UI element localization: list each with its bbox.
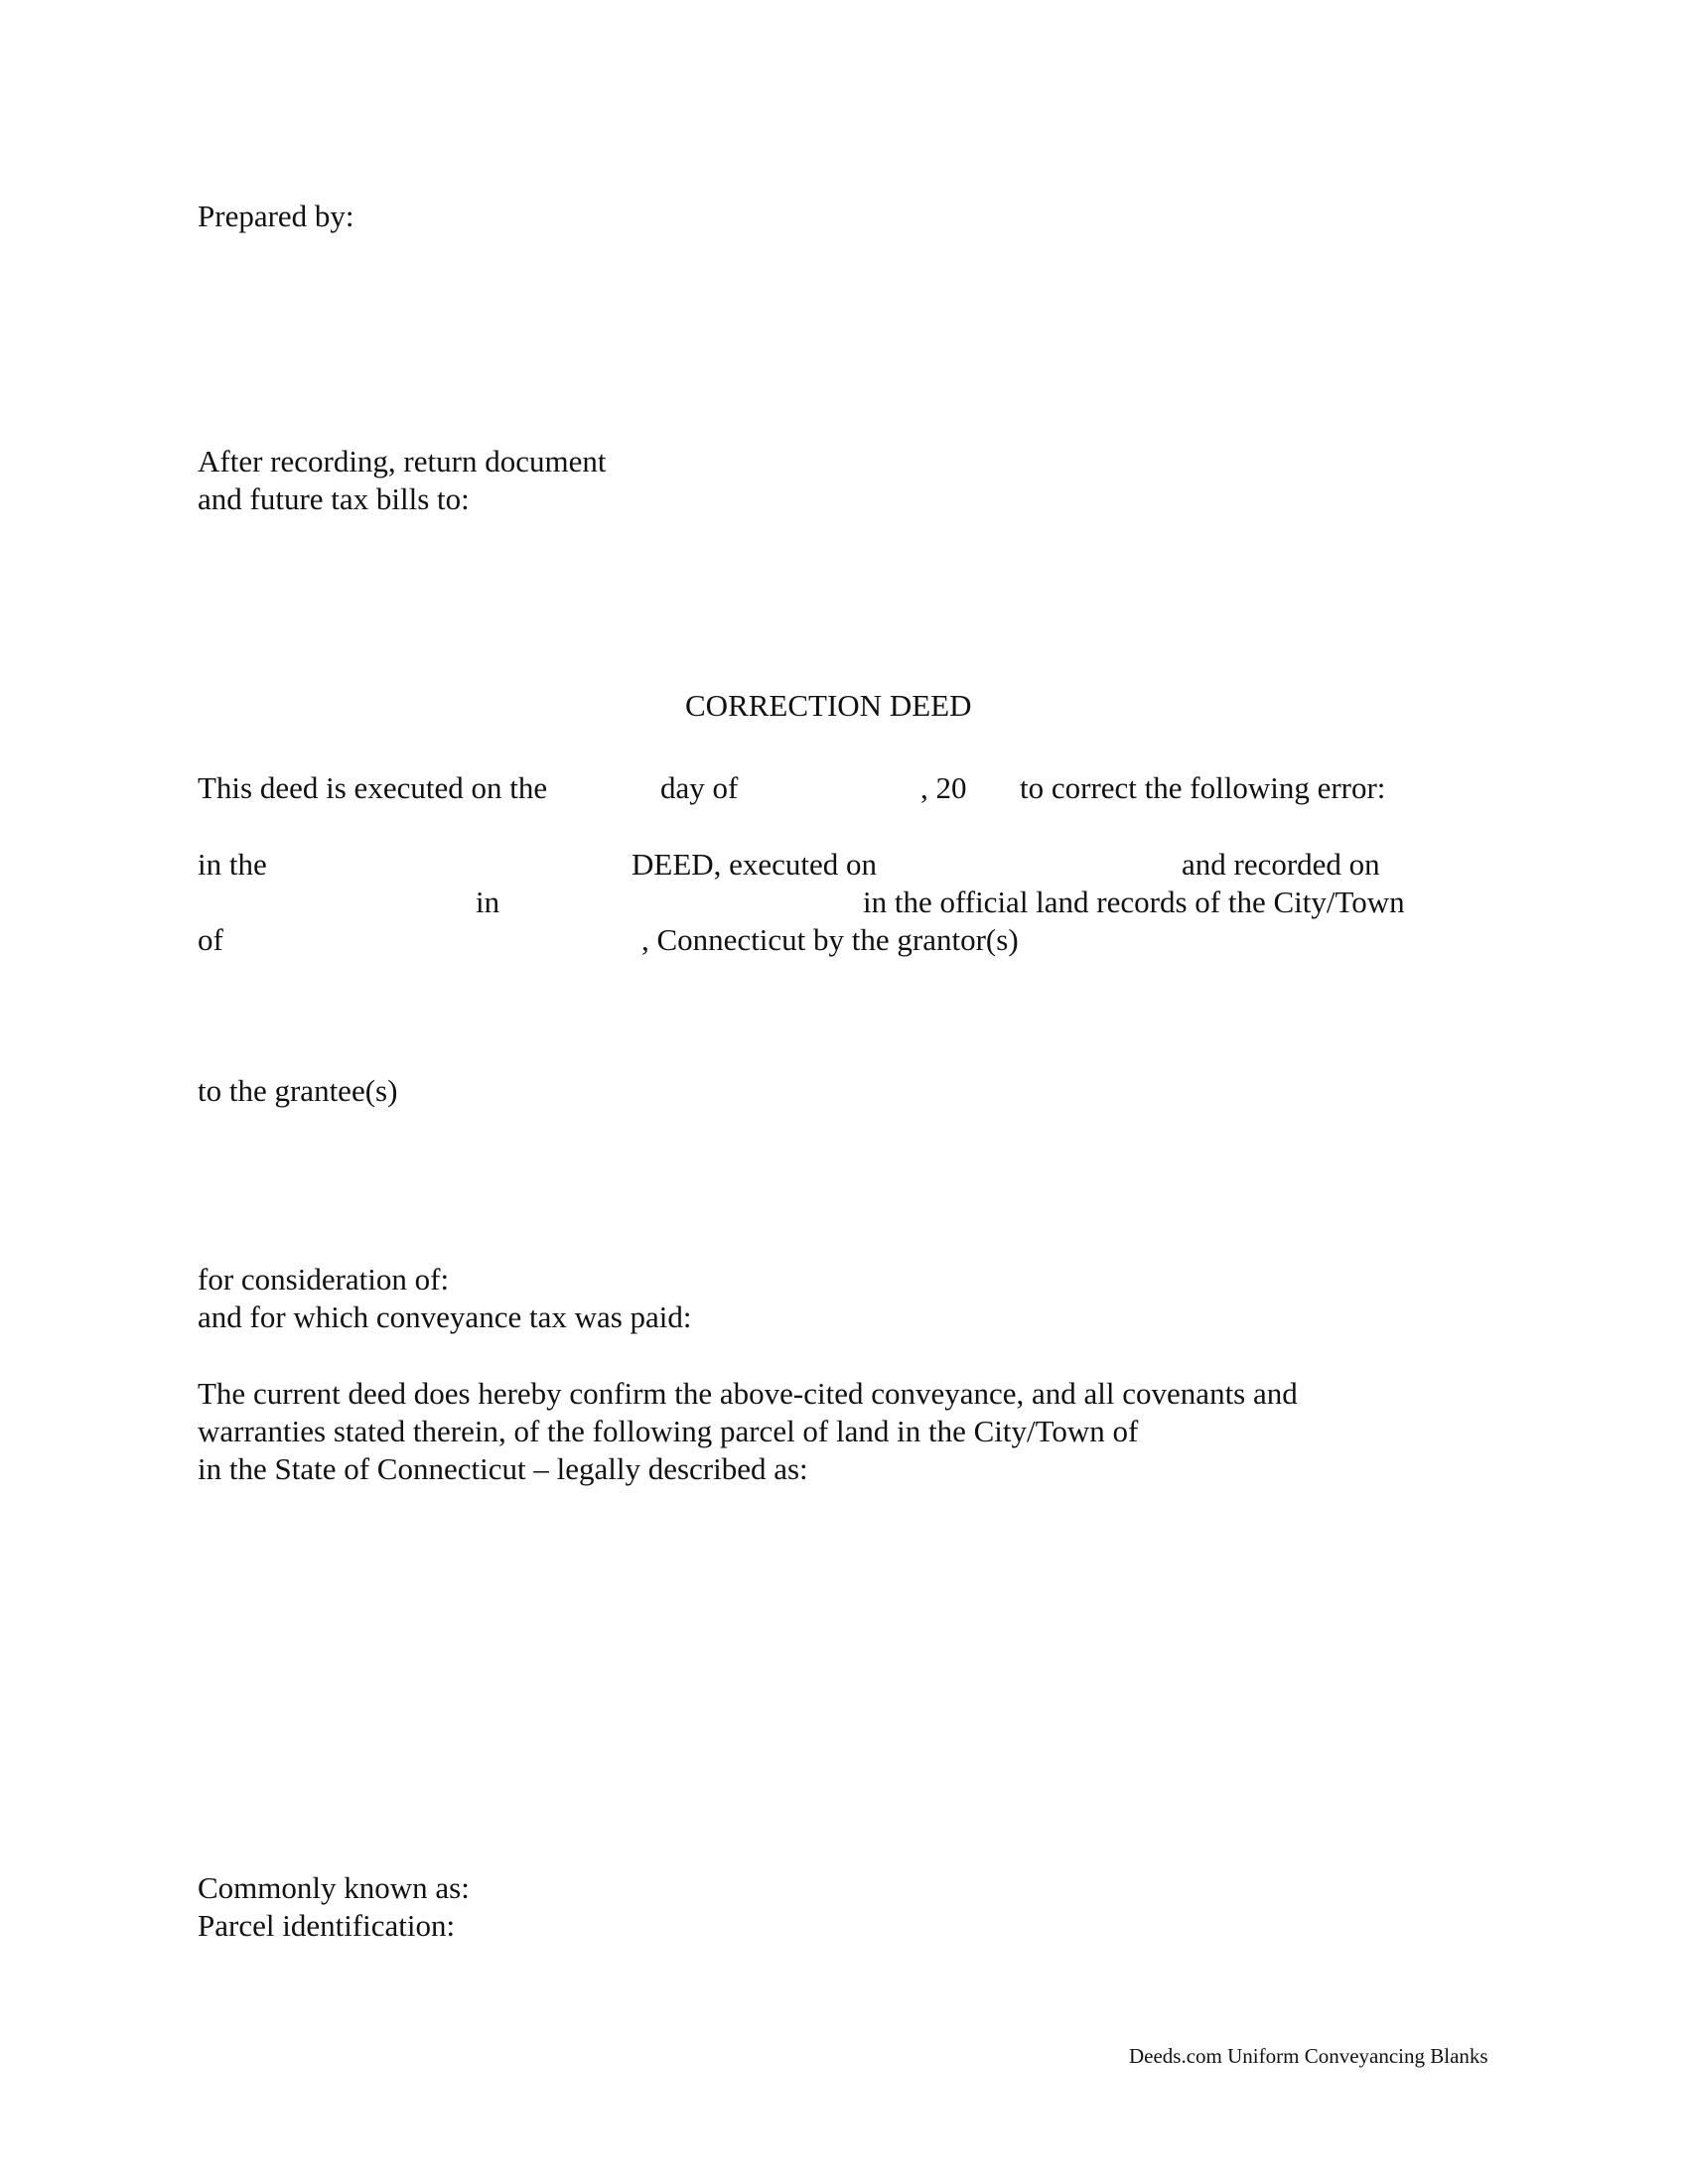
confirmation-line-1: The current deed does hereby confirm the above-cited conveyance, and all covenants and	[198, 1376, 1298, 1411]
confirmation-line-3: in the State of Connecticut – legally described as:	[198, 1451, 808, 1486]
executed-text: This deed is executed on the	[198, 770, 548, 805]
consideration-line-2: and for which conveyance tax was paid:	[198, 1299, 692, 1334]
and-recorded-on-text: and recorded on	[1182, 847, 1380, 882]
in-the-text: in the	[198, 847, 267, 882]
return-to-line-1: After recording, return document	[198, 444, 607, 478]
deed-executed-on-text: DEED, executed on	[632, 847, 878, 882]
connecticut-grantor-text: , Connecticut by the grantor(s)	[641, 922, 1019, 957]
official-records-text: in the official land records of the City/Town	[863, 885, 1405, 919]
correct-error-text: to correct the following error:	[1020, 770, 1386, 805]
confirmation-line-2: warranties stated therein, of the following parcel of land in the City/Town of	[198, 1414, 1139, 1448]
commonly-known-label: Commonly known as:	[198, 1870, 470, 1905]
in-text: in	[476, 885, 500, 919]
year-prefix-text: , 20	[920, 770, 967, 805]
grantee-label: to the grantee(s)	[198, 1073, 398, 1108]
prepared-by-label: Prepared by:	[198, 199, 354, 233]
day-of-text: day of	[660, 770, 739, 805]
footer-text: Deeds.com Uniform Conveyancing Blanks	[1129, 2044, 1488, 2068]
consideration-line-1: for consideration of:	[198, 1262, 450, 1297]
return-to-line-2: and future tax bills to:	[198, 481, 470, 516]
parcel-id-label: Parcel identification:	[198, 1908, 456, 1943]
of-text: of	[198, 922, 223, 957]
document-title: CORRECTION DEED	[685, 688, 972, 723]
